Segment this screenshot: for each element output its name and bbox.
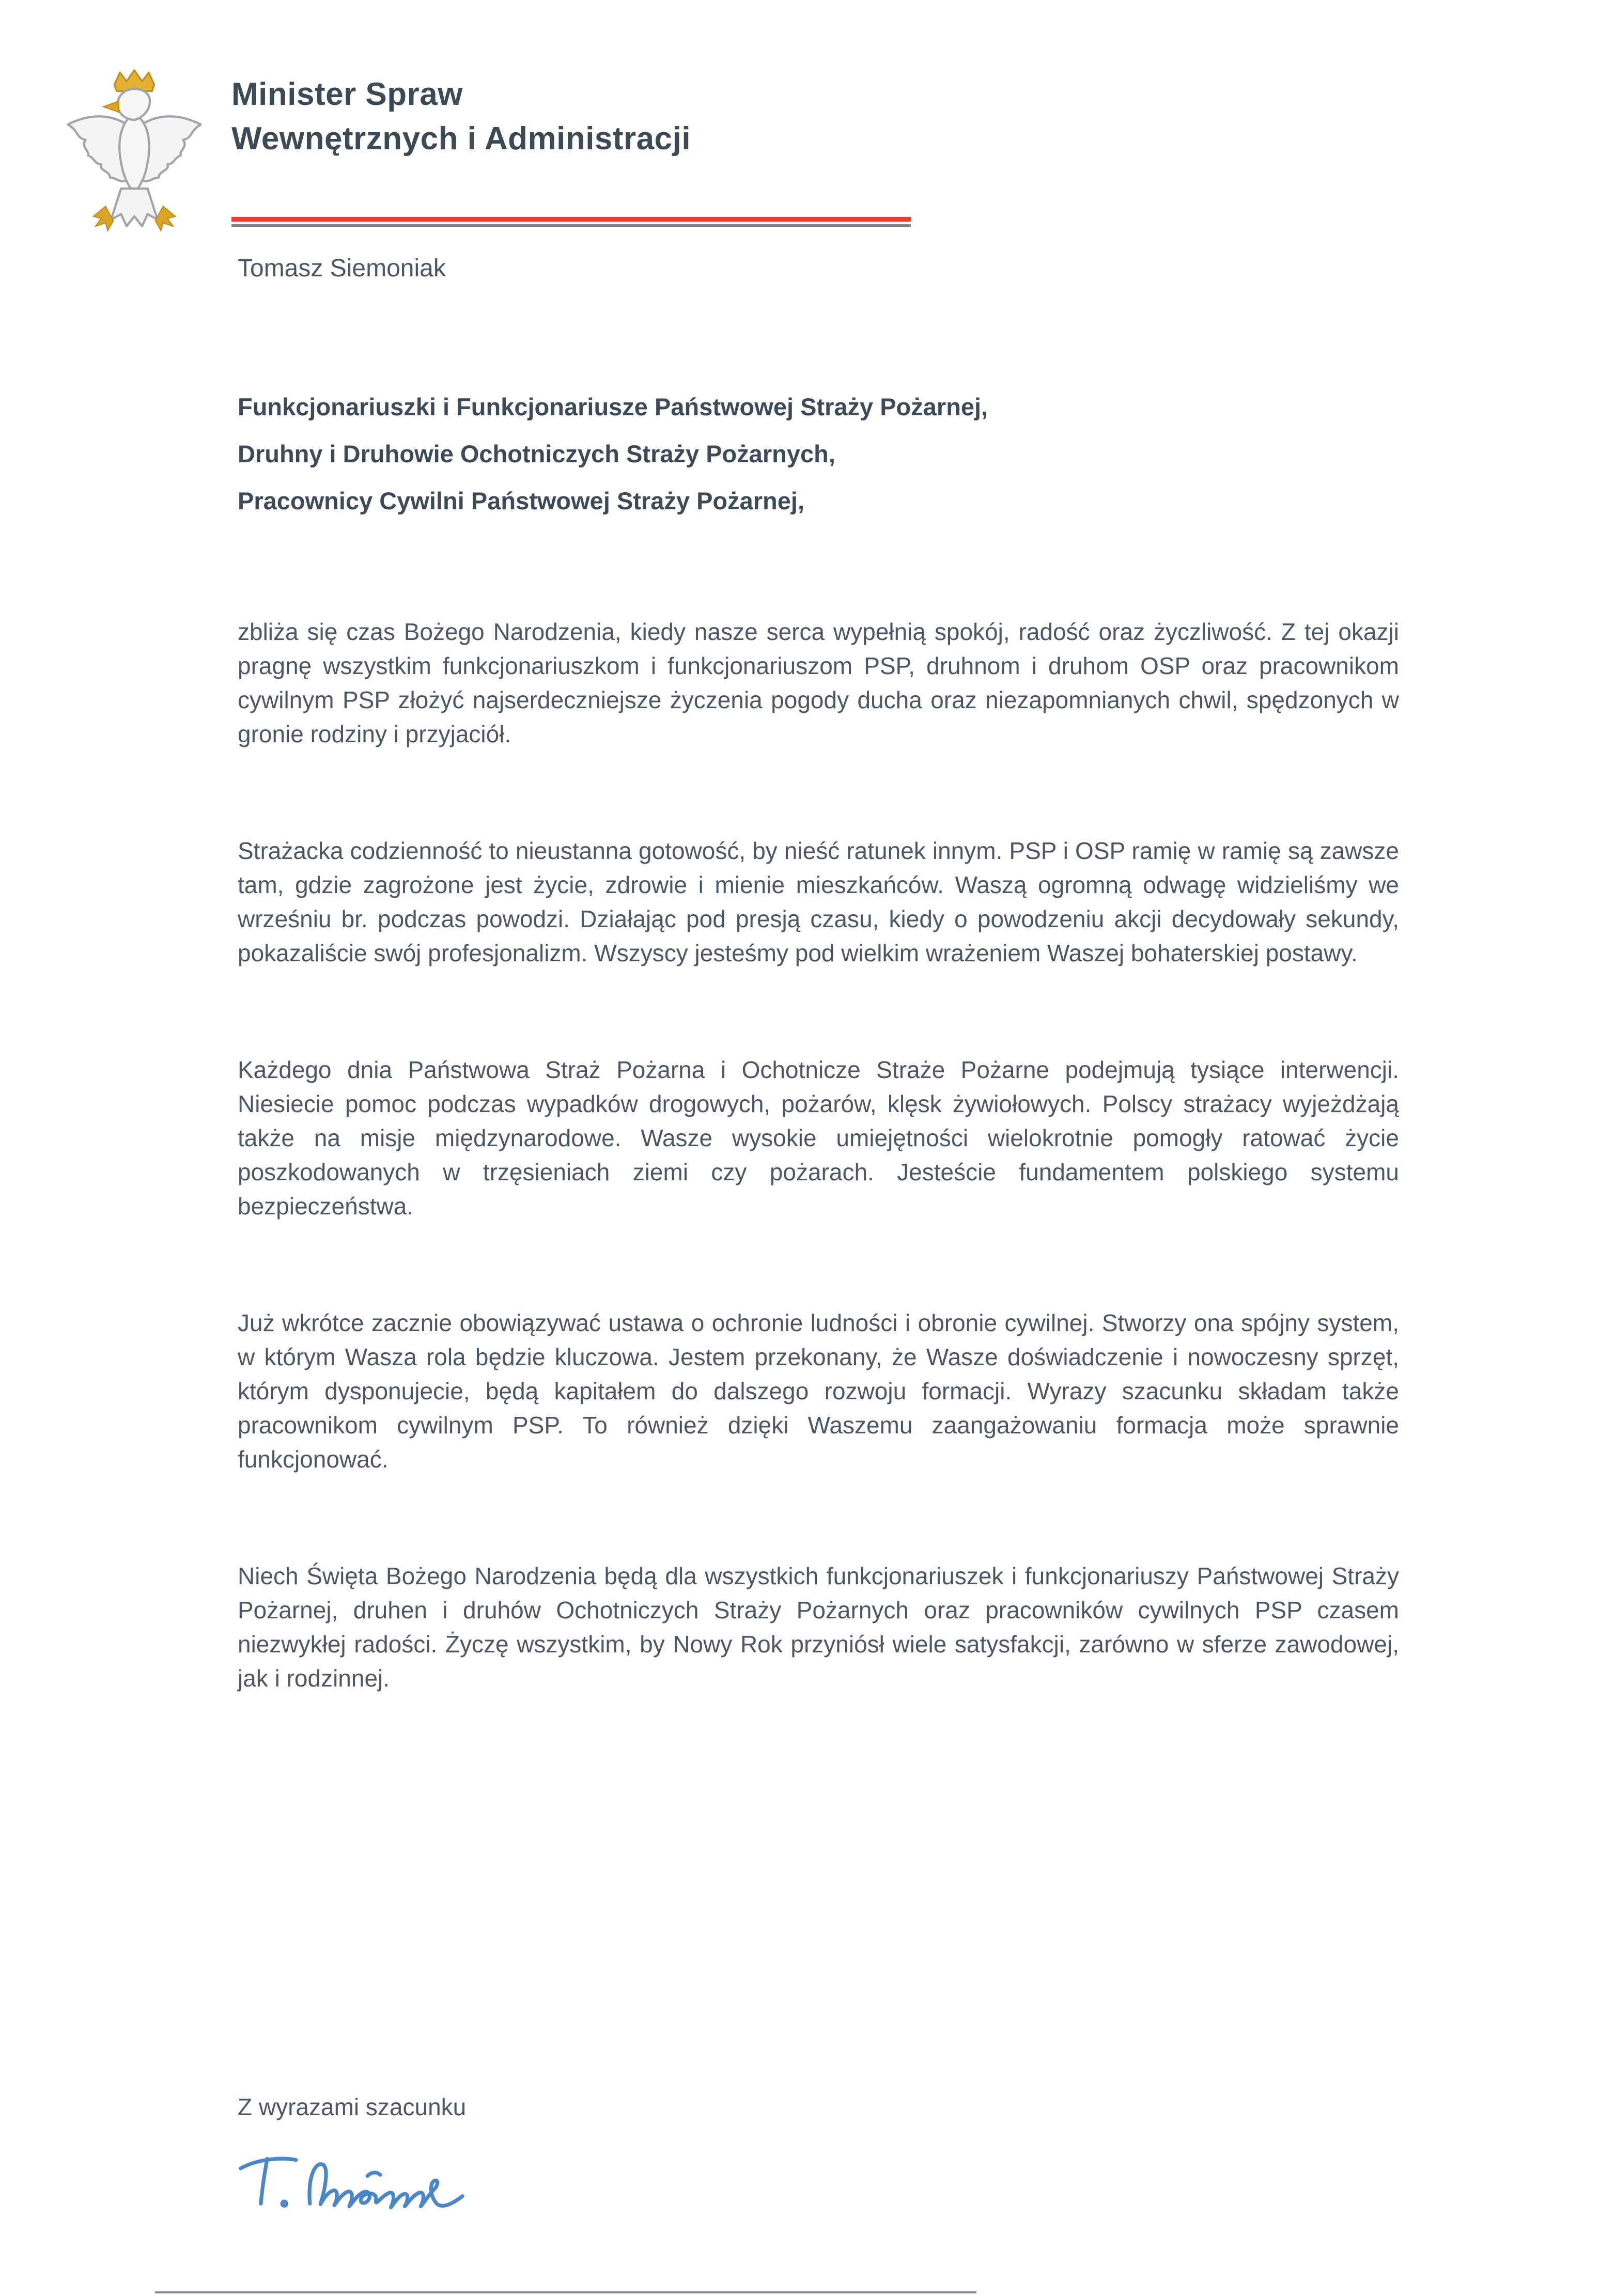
minister-name: Tomasz Siemoniak [238,255,446,282]
ministry-title-line1: Minister Spraw [231,76,463,112]
separator-gray-line [231,224,911,227]
paragraph-5: Niech Święta Bożego Narodzenia będą dla wszystkich funkcjonariuszek i funkcjonariuszy Państwowej Straży Pożarnej, druhen i druhów Ochotniczych Straży Pożarnych oraz pracowników cywilnych PSP czasem niezwykłej radości. Życzę wszystkim, by Nowy Rok przyniósł wiele satysfakcji, zarówno w sferze zawodowej, jak i rodzinnej. [238,1563,1399,1692]
closing-line: Z wyrazami szacunku [238,2094,467,2120]
salutation-line-2: Druhny i Druhowie Ochotniczych Straży Pożarnych, [238,440,835,467]
polish-eagle-emblem-icon [57,66,212,239]
paragraph-4: Już wkrótce zacznie obowiązywać ustawa o ochronie ludności i obronie cywilnej. Stworzy ona spójny system, w którym Wasza rola będzie kluczowa. Jestem przekonany, że Wasze doświadczenie i nowoczesny sprzęt, którym dysponujecie, będą kapitałem do dalszego rozwoju formacji. Wyrazy szacunku składam także pracownikom cywilnym PSP. To również dzięki Waszemu zaangażowaniu formacja może sprawnie funkcjonować. [238,1309,1399,1473]
salutation-line-3: Pracownicy Cywilni Państwowej Straży Pożarnej, [238,487,805,514]
ministry-title [231,72,691,161]
ministry-title-line2: Wewnętrznych i Administracji [231,121,691,157]
scan-artifact-line [155,2291,976,2293]
paragraph-3: Każdego dnia Państwowa Straż Pożarna i Ochotnicze Straże Pożarne podejmują tysiące interwencji. Niesiecie pomoc podczas wypadków drogowych, pożarów, klęsk żywiołowych. Polscy strażacy wyjeżdżają także na misje międzynarodowe. Wasze wysokie umiejętności wielokrotnie pomogły ratować życie poszkodowanych w trzęsieniach ziemi czy pożarach. Jesteście fundamentem polskiego systemu bezpieczeństwa. [238,1056,1399,1220]
paragraph-2: Strażacka codzienność to nieustanna gotowość, by nieść ratunek innym. PSP i OSP ramię w ramię są zawsze tam, gdzie zagrożone jest życie, zdrowie i mienie mieszkańców. Waszą ogromną odwagę widzieliśmy we wrześniu br. podczas powodzi. Działając pod presją czasu, kiedy o powodzeniu akcji decydowały sekundy, pokazaliście swój profesjonalizm. Wszyscy jesteśmy pod wielkim wrażeniem Waszej bohaterskiej postawy. [238,837,1399,966]
separator-red-line [231,217,911,222]
paragraph-1: zbliża się czas Bożego Narodzenia, kiedy nasze serca wypełnią spokój, radość oraz życzliwość. Z tej okazji pragnę wszystkim funkcjonariuszkom i funkcjonariuszom PSP, druhnom i druhom OSP oraz pracownikom cywilnym PSP złożyć najserdeczniejsze życzenia pogody ducha oraz niezapomnianych chwil, spędzonych w gronie rodziny i przyjaciół. [238,618,1399,747]
letter-body [238,615,1399,1778]
header-separator [231,217,911,227]
signature-handwriting [230,2132,561,2236]
salutation-line-1: Funkcjonariuszki i Funkcjonariusze Państwowej Straży Pożarnej, [238,393,988,420]
salutation-block [238,383,988,524]
